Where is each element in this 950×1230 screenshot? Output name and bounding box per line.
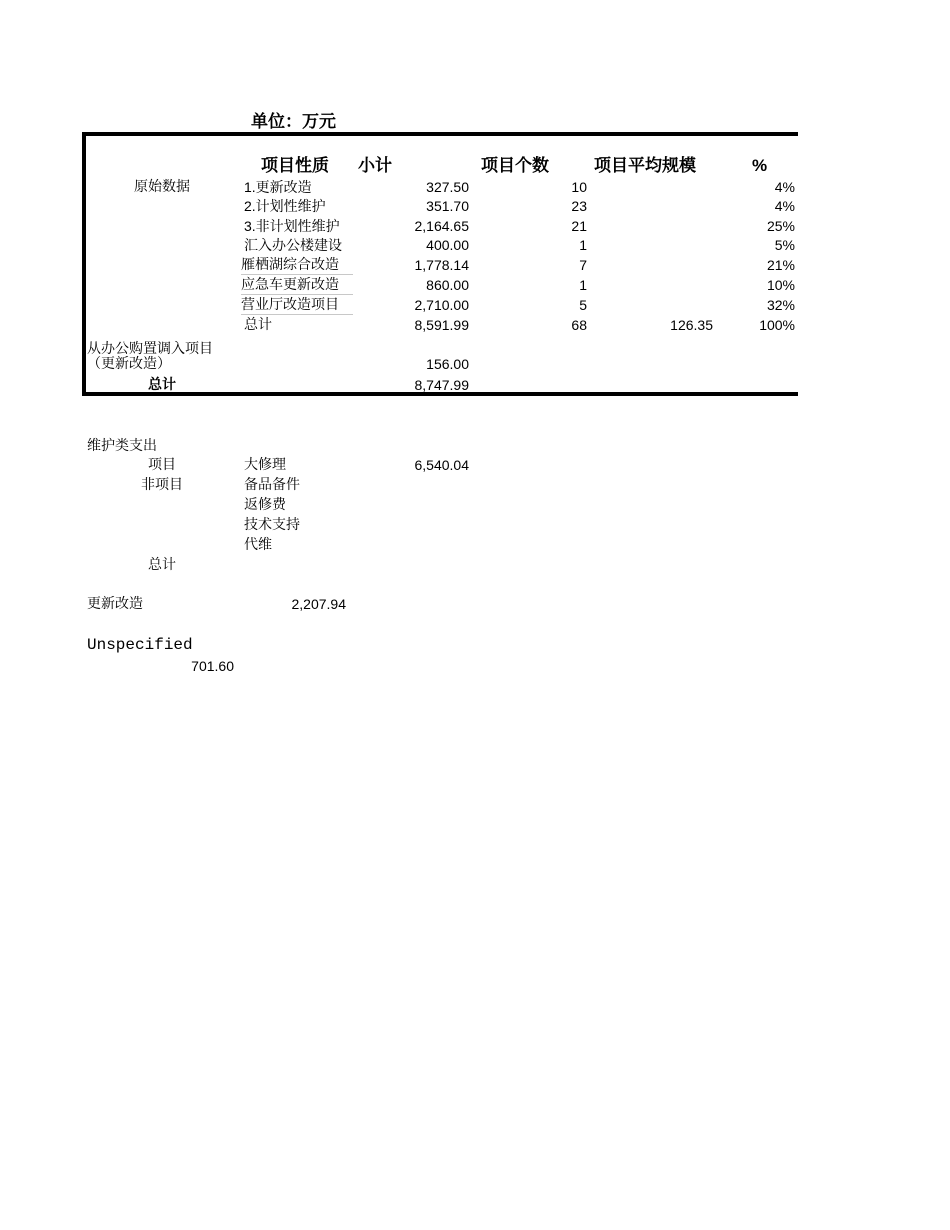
group-label: 原始数据 xyxy=(134,179,190,195)
unspecified-value: 701.60 xyxy=(191,658,234,674)
row-subtotal: 351.70 xyxy=(426,198,469,214)
row-count: 10 xyxy=(571,179,587,195)
grand-total-value: 8,747.99 xyxy=(414,377,469,393)
transfer-value: 156.00 xyxy=(426,356,469,372)
row-pct: 4% xyxy=(774,198,795,214)
row-name: 营业厅改造项目 xyxy=(241,296,353,315)
row-count: 1 xyxy=(579,237,587,253)
total-avg-scale: 126.35 xyxy=(670,317,713,333)
maintenance-item: 代维 xyxy=(244,537,272,553)
row-name: 2.计划性维护 xyxy=(244,198,326,214)
header-pct: % xyxy=(752,156,768,175)
row-subtotal: 327.50 xyxy=(426,179,469,195)
row-name: 汇入办公楼建设 xyxy=(244,237,342,253)
unspecified-label: Unspecified xyxy=(87,636,193,654)
row-subtotal: 2,164.65 xyxy=(414,218,469,234)
transfer-label-line2: （更新改造） xyxy=(87,356,171,372)
row-count: 23 xyxy=(571,198,587,214)
header-subtotal: 小计 xyxy=(358,156,392,175)
row-subtotal: 860.00 xyxy=(426,277,469,293)
row-pct: 4% xyxy=(774,179,795,195)
row-subtotal: 400.00 xyxy=(426,237,469,253)
renewal-label: 更新改造 xyxy=(87,596,143,612)
total-count: 68 xyxy=(571,317,587,333)
row-subtotal: 2,710.00 xyxy=(414,297,469,313)
row-name: 1.更新改造 xyxy=(244,179,312,195)
maintenance-non-project-label: 非项目 xyxy=(141,477,183,493)
overhaul-value: 6,540.04 xyxy=(414,457,469,473)
maintenance-project-label: 项目 xyxy=(148,457,176,473)
row-count: 21 xyxy=(571,218,587,234)
row-count: 7 xyxy=(579,257,587,273)
row-pct: 32% xyxy=(766,297,795,313)
row-name: 雁栖湖综合改造 xyxy=(241,256,353,275)
maintenance-item: 大修理 xyxy=(244,457,286,473)
transfer-label-line1: 从办公购置调入项目 xyxy=(87,341,213,357)
row-pct: 25% xyxy=(766,218,795,234)
maintenance-item: 技术支持 xyxy=(244,517,300,533)
row-pct: 21% xyxy=(766,257,795,273)
total-row-name: 总计 xyxy=(244,317,272,333)
maintenance-title: 维护类支出 xyxy=(87,438,157,454)
grand-total-label: 总计 xyxy=(148,377,176,393)
header-nature: 项目性质 xyxy=(261,156,329,175)
header-count: 项目个数 xyxy=(481,156,549,175)
maintenance-total-label: 总计 xyxy=(148,557,176,573)
row-name: 3.非计划性维护 xyxy=(244,218,340,234)
row-name: 应急车更新改造 xyxy=(241,276,353,295)
unit-label: 单位：万元 xyxy=(251,112,336,131)
row-count: 1 xyxy=(579,277,587,293)
row-count: 5 xyxy=(579,297,587,313)
maintenance-item: 备品备件 xyxy=(244,477,300,493)
row-subtotal: 1,778.14 xyxy=(414,257,469,273)
header-avg-scale: 项目平均规模 xyxy=(594,156,696,175)
total-pct: 100% xyxy=(759,317,795,333)
row-pct: 10% xyxy=(766,277,795,293)
maintenance-item: 返修费 xyxy=(244,497,286,513)
row-pct: 5% xyxy=(774,237,795,253)
renewal-value: 2,207.94 xyxy=(291,596,346,612)
total-subtotal: 8,591.99 xyxy=(414,317,469,333)
